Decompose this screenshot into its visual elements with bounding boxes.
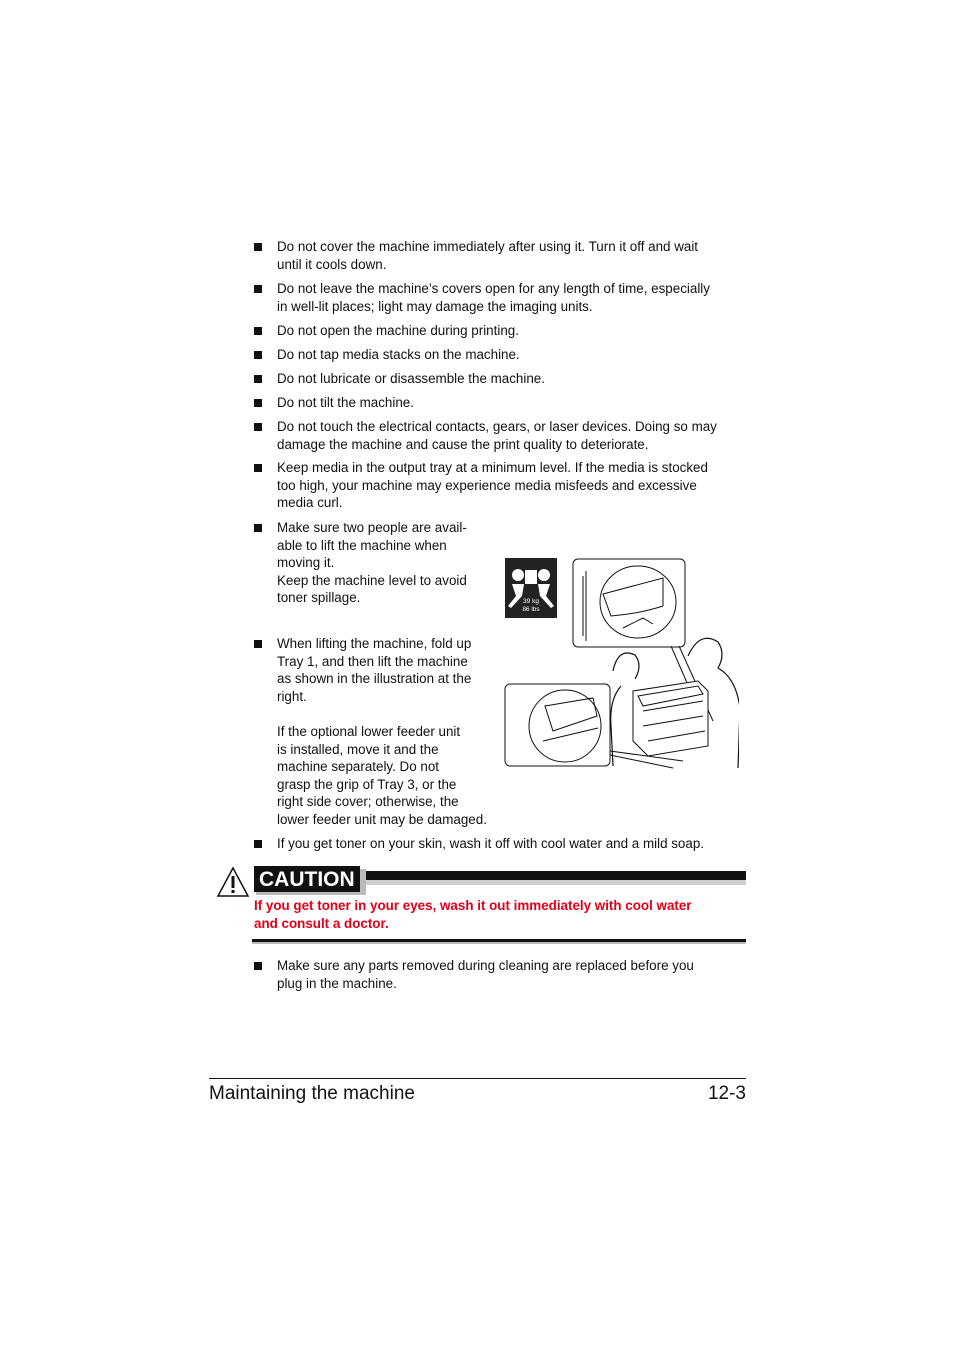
- list-item-line: If you get toner on your skin, wash it off with cool water and a mild soap.: [277, 836, 704, 851]
- list-item-line: grasp the grip of Tray 3, or the: [277, 776, 457, 792]
- list-item-line: Make sure two people are avail-: [277, 520, 467, 535]
- list-item-text: [277, 394, 414, 412]
- list-item-line: is installed, move it and the: [277, 741, 439, 757]
- weight-lbs: 86 lbs: [522, 606, 540, 613]
- list-item-text: [277, 370, 545, 388]
- caution-text: [254, 897, 744, 933]
- bullet-square-icon: [254, 464, 262, 472]
- list-item-line: Keep the machine level to avoid: [277, 572, 467, 588]
- page-number: 12-3: [707, 1083, 746, 1104]
- list-item-text: [277, 459, 708, 512]
- list-item-line: Keep media in the output tray at a minimum level. If the media is stocked: [277, 460, 708, 475]
- list-item-line: Tray 1, and then lift the machine: [277, 653, 468, 669]
- caution-line: and consult a doctor.: [254, 916, 389, 931]
- list-item-line: When lifting the machine, fold up: [277, 636, 472, 651]
- list-item-line: as shown in the illustration at the: [277, 671, 472, 687]
- bullet-square-icon: [254, 327, 262, 335]
- list-item-line: Do not open the machine during printing.: [277, 323, 519, 338]
- caution-label: CAUTION: [254, 866, 360, 892]
- bullet-square-icon: [254, 640, 262, 648]
- list-item-line: moving it.: [277, 555, 335, 571]
- warning-triangle-icon: [216, 866, 250, 898]
- list-item-line: too high, your machine may experience media misfeeds and excessive: [277, 477, 697, 493]
- list-item-line: in well-lit places; light may damage the imaging units.: [277, 298, 593, 314]
- list-item-line: media curl.: [277, 495, 343, 511]
- bullet-square-icon: [254, 243, 262, 251]
- bullet-square-icon: [254, 840, 262, 848]
- list-item-line: Do not tap media stacks on the machine.: [277, 347, 520, 362]
- list-item-line: [277, 705, 487, 723]
- two-person-lift-icon: [505, 558, 557, 618]
- list-item-line: lower feeder unit may be damaged.: [277, 811, 487, 827]
- footer-rule: [209, 1078, 746, 1079]
- caution-rule: [366, 871, 746, 880]
- bullet-square-icon: [254, 423, 262, 431]
- caution-rule-shadow: [366, 880, 746, 885]
- list-item-line: plug in the machine.: [277, 975, 397, 991]
- list-item-line: machine separately. Do not: [277, 759, 440, 775]
- list-item-line: Do not touch the electrical contacts, gears, or laser devices. Doing so may: [277, 419, 717, 434]
- bullet-square-icon: [254, 962, 262, 970]
- list-item-line: right side cover; otherwise, the: [277, 794, 459, 810]
- caution-bottom-rule-shadow: [252, 942, 746, 944]
- list-item-line: Do not leave the machine’s covers open for any length of time, especially: [277, 281, 710, 296]
- list-item-text: [277, 238, 698, 273]
- caution-line: If you get toner in your eyes, wash it out immediately with cool water: [254, 898, 692, 913]
- list-item-line: damage the machine and cause the print quality to deteriorate.: [277, 436, 649, 452]
- list-item-text: [277, 519, 467, 607]
- list-item-text: [277, 418, 717, 453]
- list-item-text: [277, 280, 710, 315]
- list-item-line: Do not lubricate or disassemble the machine.: [277, 371, 545, 386]
- weight-kg: 39 kg: [523, 598, 539, 605]
- bullet-square-icon: [254, 524, 262, 532]
- list-item-text: [277, 322, 519, 340]
- list-item-text: [277, 957, 694, 992]
- list-item-line: able to lift the machine when: [277, 537, 447, 553]
- list-item-text: [277, 635, 487, 829]
- footer-title: Maintaining the machine: [209, 1083, 415, 1104]
- bullet-square-icon: [254, 285, 262, 293]
- list-item-text: [277, 835, 704, 853]
- list-item-line: until it cools down.: [277, 256, 387, 272]
- list-item-text: [277, 346, 520, 364]
- list-item-line: Make sure any parts removed during cleaning are replaced before you: [277, 958, 694, 973]
- bullet-square-icon: [254, 351, 262, 359]
- caution-block: [216, 866, 746, 946]
- list-item-line: Do not cover the machine immediately after using it. Turn it off and wait: [277, 239, 699, 254]
- list-item-line: toner spillage.: [277, 590, 361, 606]
- list-item-line: Do not tilt the machine.: [277, 395, 414, 410]
- list-item-line: If the optional lower feeder unit: [277, 723, 461, 739]
- bullet-square-icon: [254, 375, 262, 383]
- bullet-square-icon: [254, 399, 262, 407]
- list-item-line: right.: [277, 688, 307, 704]
- lifting-illustration: [503, 556, 739, 772]
